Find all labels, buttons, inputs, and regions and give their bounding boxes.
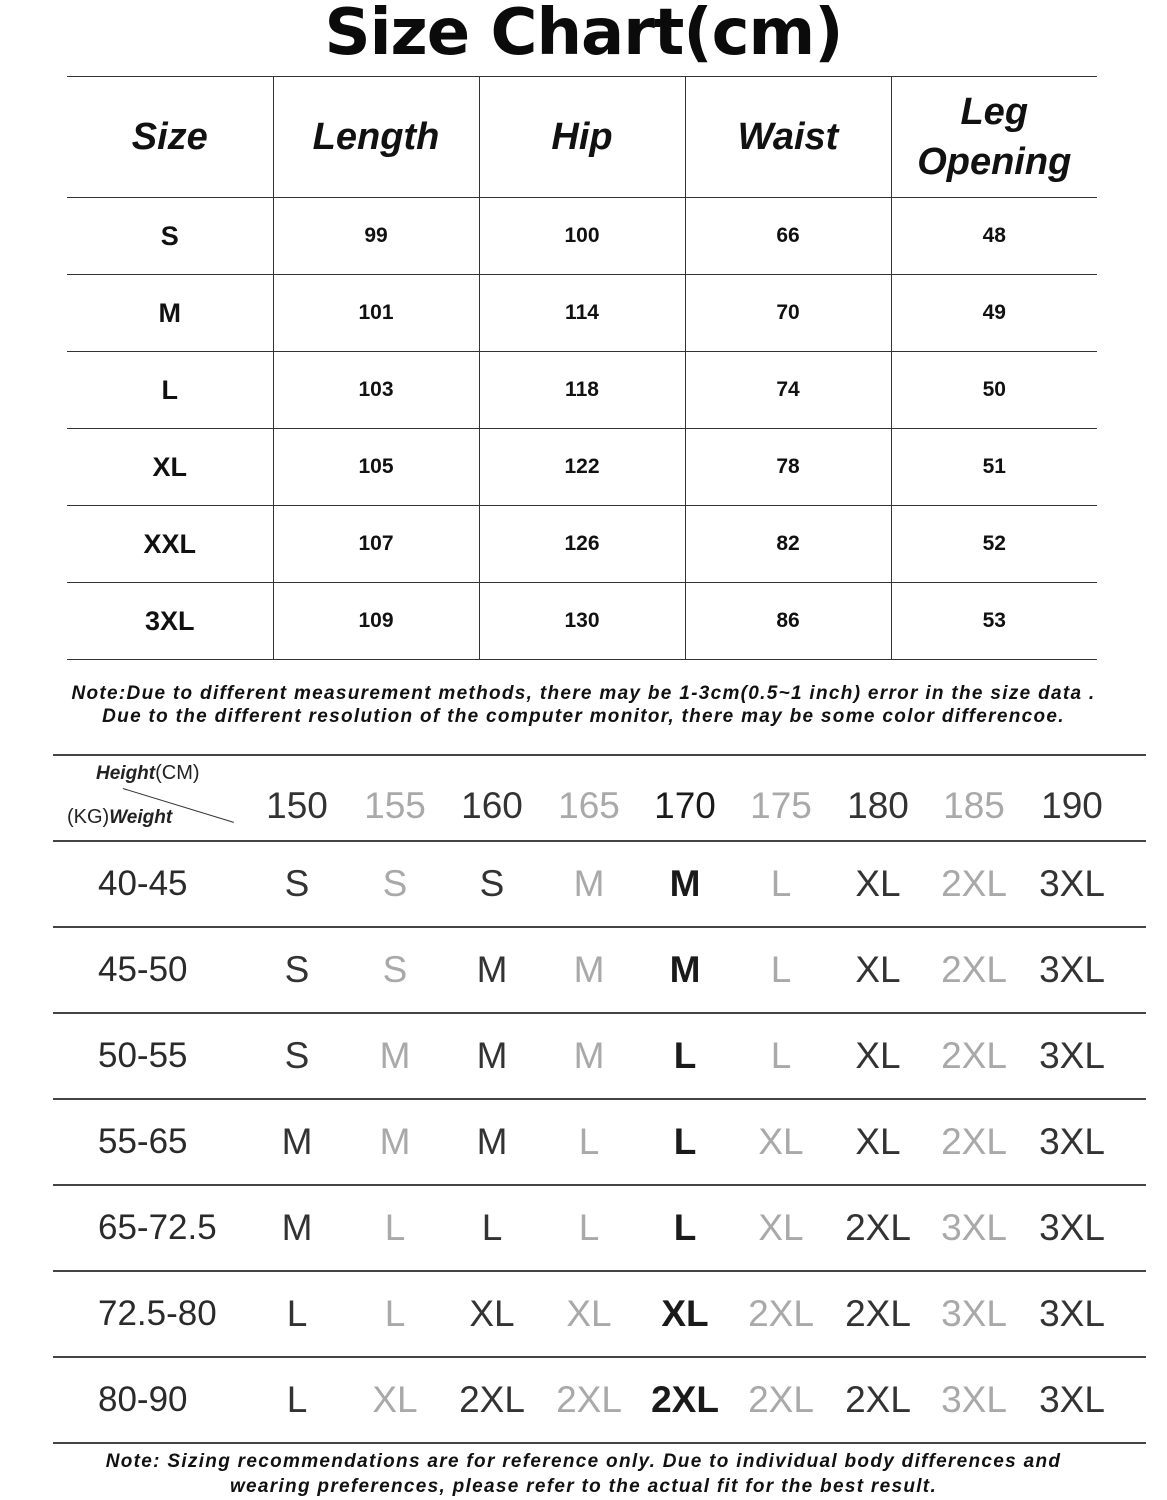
weight-range-label: 80-90 bbox=[98, 1380, 188, 1419]
cell-waist: 86 bbox=[685, 583, 891, 660]
cell-hip: 114 bbox=[479, 275, 685, 352]
recommended-size-cell: L bbox=[673, 1207, 697, 1248]
recommended-size-cell: M bbox=[669, 949, 701, 990]
recommended-size-cell: M bbox=[379, 1035, 411, 1076]
sizing-reference-note bbox=[0, 1449, 1167, 1499]
cell-leg-opening: 52 bbox=[891, 506, 1097, 583]
recommended-size-cell: M bbox=[669, 863, 701, 904]
recommended-size-cell: M bbox=[476, 1035, 508, 1076]
height-axis-label bbox=[96, 762, 200, 785]
cell-size: L bbox=[67, 352, 273, 429]
header-waist: Waist bbox=[685, 77, 891, 198]
recommended-size-cell: M bbox=[379, 1121, 411, 1162]
recommended-size-cell: L bbox=[770, 863, 792, 904]
recommended-size-cell: 3XL bbox=[1039, 949, 1105, 990]
recommended-size-cell: M bbox=[573, 863, 605, 904]
cell-size: XL bbox=[67, 429, 273, 506]
cell-leg-opening: 51 bbox=[891, 429, 1097, 506]
sizing-note-line-2: wearing preferences, please refer to the actual fit for the best result. bbox=[229, 1476, 938, 1497]
recommended-size-cell: S bbox=[382, 949, 408, 990]
recommended-size-cell: 2XL bbox=[845, 1293, 911, 1334]
recommended-size-cell: 2XL bbox=[748, 1379, 814, 1420]
recommended-size-cell: L bbox=[578, 1207, 600, 1248]
recommended-size-cell: 3XL bbox=[941, 1207, 1007, 1248]
table-row bbox=[67, 352, 1097, 429]
cell-waist: 66 bbox=[685, 198, 891, 275]
recommended-size-cell: XL bbox=[758, 1207, 804, 1248]
recommended-size-cell: XL bbox=[566, 1293, 612, 1334]
recommended-size-cell: S bbox=[382, 863, 408, 904]
recommended-size-cell: S bbox=[284, 1035, 310, 1076]
recommended-size-cell: XL bbox=[758, 1121, 804, 1162]
recommended-size-cell: 2XL bbox=[556, 1379, 622, 1420]
page-title: Size Chart(cm) bbox=[324, 0, 843, 70]
table-row bbox=[67, 198, 1097, 275]
recommended-size-cell: 3XL bbox=[1039, 1293, 1105, 1334]
height-column-header: 150 bbox=[266, 785, 328, 826]
recommended-size-cell: 2XL bbox=[459, 1379, 525, 1420]
measurement-note-line-2: Due to the different resolution of the computer monitor, there may be some color differencoe. bbox=[102, 706, 1065, 727]
sizing-note-line-1: Note: Sizing recommendations are for reference only. Due to individual body differences and bbox=[105, 1451, 1062, 1472]
header-hip: Hip bbox=[479, 77, 685, 198]
weight-range-label: 40-45 bbox=[98, 864, 188, 903]
cell-hip: 126 bbox=[479, 506, 685, 583]
weight-range-label: 55-65 bbox=[98, 1122, 188, 1161]
header-size: Size bbox=[67, 77, 273, 198]
recommended-size-cell: XL bbox=[661, 1293, 709, 1334]
recommended-size-cell: S bbox=[284, 863, 310, 904]
weight-range-label: 72.5-80 bbox=[98, 1294, 217, 1333]
cell-waist: 82 bbox=[685, 506, 891, 583]
weight-unit: (KG) bbox=[67, 806, 110, 828]
recommended-size-cell: 2XL bbox=[748, 1293, 814, 1334]
measurement-note-line-1: Note:Due to different measurement methods, there may be 1-3cm(0.5~1 inch) error in the size data . bbox=[71, 683, 1096, 704]
recommended-size-cell: M bbox=[573, 1035, 605, 1076]
height-column-header: 190 bbox=[1041, 785, 1103, 826]
weight-range-label: 45-50 bbox=[98, 950, 188, 989]
height-column-header: 185 bbox=[943, 785, 1005, 826]
size-recommendation-table bbox=[53, 754, 1146, 1444]
cell-leg-opening: 49 bbox=[891, 275, 1097, 352]
cell-waist: 78 bbox=[685, 429, 891, 506]
cell-leg-opening: 53 bbox=[891, 583, 1097, 660]
recommended-size-cell: 2XL bbox=[941, 949, 1007, 990]
cell-hip: 118 bbox=[479, 352, 685, 429]
table-row bbox=[53, 842, 1146, 928]
height-column-header: 155 bbox=[364, 785, 426, 826]
recommended-size-cell: XL bbox=[855, 1035, 901, 1076]
weight-word: Weight bbox=[109, 807, 173, 828]
recommended-size-cell: M bbox=[573, 949, 605, 990]
recommended-size-cell: L bbox=[384, 1293, 406, 1334]
weight-axis-label bbox=[67, 806, 172, 829]
cell-waist: 74 bbox=[685, 352, 891, 429]
cell-length: 105 bbox=[273, 429, 479, 506]
recommended-size-cell: L bbox=[673, 1121, 697, 1162]
recommended-size-cell: L bbox=[286, 1293, 308, 1334]
cell-length: 103 bbox=[273, 352, 479, 429]
recommended-size-cell: 2XL bbox=[941, 1035, 1007, 1076]
table-row bbox=[53, 1358, 1146, 1444]
recommended-size-cell: L bbox=[578, 1121, 600, 1162]
cell-leg-opening: 50 bbox=[891, 352, 1097, 429]
weight-range-label: 50-55 bbox=[98, 1036, 188, 1075]
recommended-size-cell: 2XL bbox=[845, 1379, 911, 1420]
cell-hip: 122 bbox=[479, 429, 685, 506]
height-column-header: 165 bbox=[558, 785, 620, 826]
table-row bbox=[67, 275, 1097, 352]
recommended-size-cell: 3XL bbox=[941, 1379, 1007, 1420]
recommended-size-cell: L bbox=[770, 949, 792, 990]
cell-size: XXL bbox=[67, 506, 273, 583]
recommended-size-cell: 2XL bbox=[845, 1207, 911, 1248]
height-word: Height bbox=[96, 763, 156, 784]
recommended-size-cell: XL bbox=[855, 1121, 901, 1162]
recommended-size-cell: M bbox=[476, 949, 508, 990]
recommended-size-cell: S bbox=[479, 863, 505, 904]
cell-length: 107 bbox=[273, 506, 479, 583]
measurement-note bbox=[0, 682, 1167, 728]
cell-size: 3XL bbox=[67, 583, 273, 660]
table-row bbox=[53, 1014, 1146, 1100]
height-unit: (CM) bbox=[155, 762, 200, 784]
cell-hip: 130 bbox=[479, 583, 685, 660]
cell-length: 99 bbox=[273, 198, 479, 275]
recommended-size-cell: 3XL bbox=[1039, 1035, 1105, 1076]
recommended-size-cell: 2XL bbox=[941, 1121, 1007, 1162]
cell-length: 101 bbox=[273, 275, 479, 352]
recommended-size-cell: L bbox=[286, 1379, 308, 1420]
recommended-size-cell: 3XL bbox=[941, 1293, 1007, 1334]
table-row bbox=[67, 429, 1097, 506]
recommended-size-cell: XL bbox=[372, 1379, 418, 1420]
recommended-size-cell: M bbox=[281, 1121, 313, 1162]
height-column-header: 160 bbox=[461, 785, 523, 826]
table-row bbox=[53, 1100, 1146, 1186]
header-leg-opening: Leg Opening bbox=[891, 77, 1097, 198]
size-chart-table bbox=[67, 76, 1097, 660]
recommended-size-cell: L bbox=[673, 1035, 697, 1076]
table-row bbox=[53, 1186, 1146, 1272]
cell-length: 109 bbox=[273, 583, 479, 660]
cell-size: M bbox=[67, 275, 273, 352]
header-length: Length bbox=[273, 77, 479, 198]
recommended-size-cell: XL bbox=[469, 1293, 515, 1334]
table-row bbox=[53, 928, 1146, 1014]
weight-range-label: 65-72.5 bbox=[98, 1208, 217, 1247]
recommended-size-cell: 3XL bbox=[1039, 1207, 1105, 1248]
recommended-size-cell: 3XL bbox=[1039, 1379, 1105, 1420]
height-column-header: 170 bbox=[654, 785, 716, 826]
recommended-size-cell: M bbox=[281, 1207, 313, 1248]
cell-size: S bbox=[67, 198, 273, 275]
recommended-size-cell: L bbox=[481, 1207, 503, 1248]
cell-hip: 100 bbox=[479, 198, 685, 275]
recommended-size-cell: S bbox=[284, 949, 310, 990]
table-row bbox=[67, 583, 1097, 660]
table-row bbox=[53, 1272, 1146, 1358]
recommendation-header-row bbox=[53, 754, 1146, 842]
recommended-size-cell: XL bbox=[855, 949, 901, 990]
height-column-header: 175 bbox=[750, 785, 812, 826]
size-table-header-row bbox=[67, 77, 1097, 198]
recommended-size-cell: 2XL bbox=[651, 1379, 719, 1420]
recommended-size-cell: L bbox=[384, 1207, 406, 1248]
recommended-size-cell: M bbox=[476, 1121, 508, 1162]
cell-leg-opening: 48 bbox=[891, 198, 1097, 275]
recommended-size-cell: 3XL bbox=[1039, 1121, 1105, 1162]
recommended-size-cell: 3XL bbox=[1039, 863, 1105, 904]
recommended-size-cell: 2XL bbox=[941, 863, 1007, 904]
recommended-size-cell: XL bbox=[855, 863, 901, 904]
table-row bbox=[67, 506, 1097, 583]
recommended-size-cell: L bbox=[770, 1035, 792, 1076]
cell-waist: 70 bbox=[685, 275, 891, 352]
height-column-header: 180 bbox=[847, 785, 909, 826]
